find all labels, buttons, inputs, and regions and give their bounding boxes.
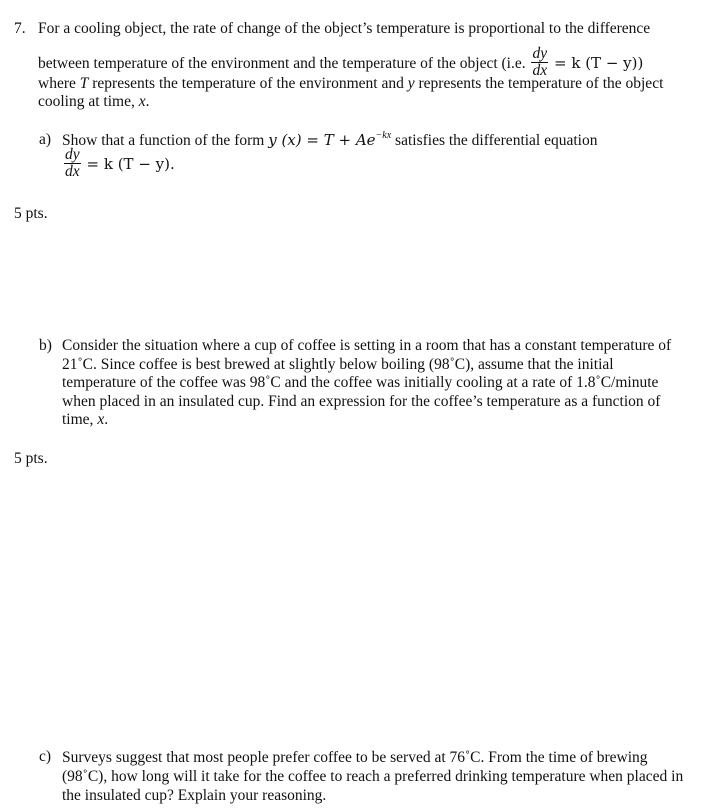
variable-y: y <box>407 75 415 92</box>
line3-text-a: where <box>38 75 80 92</box>
part-c-text: Surveys suggest that most people prefer coffee to be served at 76˚C. From the time of brewing (98˚C), how long will it take for the coffee to reach a preferred drinking temperature when placed in the insulated cup? Explain your reasoning. <box>62 749 684 804</box>
part-a-equation-rhs: = k (T − y). <box>86 155 175 174</box>
question-text-line-4 <box>38 93 150 111</box>
line4-text-b: . <box>145 93 150 110</box>
part-a-text <box>62 131 598 150</box>
part-b-text-end: . <box>104 411 109 429</box>
part-b-text <box>62 337 688 430</box>
part-a-fraction-denominator: dx <box>65 163 80 180</box>
part-a-points: 5 pts. <box>14 205 48 222</box>
part-a-text-prefix: Show that a function of the form <box>62 132 269 149</box>
part-a-label: a) <box>39 131 52 148</box>
part-a-function: y (x) = T + Ae <box>268 131 376 149</box>
newton-cooling-equation: = k (T − y)) <box>554 54 644 73</box>
question-number: 7. <box>14 20 26 37</box>
part-a-text-suffix: satisfies the differential equation <box>391 132 598 149</box>
part-a-differential-equation <box>62 146 175 182</box>
part-b-variable-x: x <box>97 411 105 429</box>
part-a-exponent: −kx <box>375 129 392 141</box>
variable-T: T <box>79 75 89 92</box>
part-a-derivative-fraction <box>64 147 81 180</box>
fraction-numerator: dy <box>532 45 548 62</box>
part-a-fraction-numerator: dy <box>65 146 80 163</box>
part-b-points: 5 pts. <box>14 450 48 467</box>
fraction-denominator: dx <box>532 62 548 79</box>
variable-x: x <box>138 93 146 110</box>
question-text-line-1: For a cooling object, the rate of change of the object’s temperature is proportional to the difference <box>38 20 651 37</box>
question-text-line-3 <box>38 75 663 93</box>
line4-text-a: cooling at time, <box>38 93 139 110</box>
line3-text-c: represents the temperature of the object <box>414 75 664 92</box>
question-text-line-2-prefix: between temperature of the environment and the temperature of the object (i.e. <box>38 55 526 73</box>
part-b-label: b) <box>39 337 52 354</box>
part-c-label: c) <box>39 748 52 765</box>
part-b-text-body: Consider the situation where a cup of coffee is setting in a room that has a constant temperature of 21˚C. Since coffee is best brewed at slightly below boiling (98˚C), assume that the initial temperature of the coffee was 98˚C and the coffee was initially cooling at a rate of 1.8˚C/minute when placed in an insulated cup. Find an expression for the coffee’s temperature as a function of time, <box>62 337 672 429</box>
line3-text-b: represents the temperature of the environment and <box>88 75 408 92</box>
